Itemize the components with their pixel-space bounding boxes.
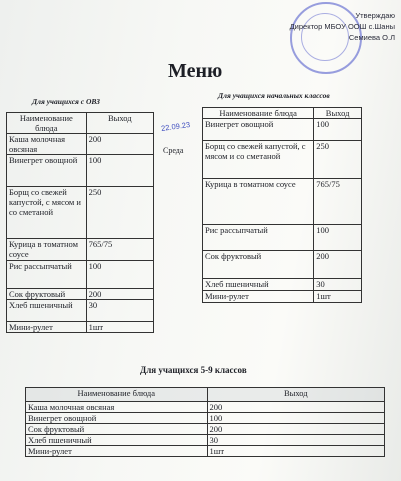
primary-dish: Рис рассыпчатый [203, 225, 314, 251]
approval-block [290, 10, 395, 43]
grades59-dish: Мини-рулет [26, 446, 208, 457]
grades59-caption: Для учащихся 5-9 классов [140, 365, 247, 375]
grades59-portion: 1шт [207, 446, 384, 457]
date-stamp: 22.09.23 [160, 120, 191, 133]
ovz-dish: Мини-рулет [7, 322, 87, 333]
primary-dish: Мини-рулет [203, 291, 314, 303]
primary-header-dish: Наименование блюда [203, 108, 314, 119]
grades59-portion: 200 [207, 402, 384, 413]
grades59-dish: Винегрет овощной [26, 413, 208, 424]
ovz-dish: Хлеб пшеничный [7, 300, 87, 322]
grades59-menu-table [25, 387, 385, 457]
ovz-portion: 200 [86, 134, 153, 155]
ovz-portion: 100 [86, 155, 153, 187]
ovz-caption: Для учащихся с ОВЗ [32, 97, 100, 106]
ovz-portion: 100 [86, 261, 153, 289]
ovz-dish: Рис рассыпчатый [7, 261, 87, 289]
primary-dish: Курица в томатном соусе [203, 179, 314, 225]
ovz-portion: 1шт [86, 322, 153, 333]
primary-menu-table [202, 107, 362, 303]
ovz-dish: Винегрет овощной [7, 155, 87, 187]
grades59-header-dish: Наименование блюда [26, 388, 208, 402]
approval-line-3: Семиева О.Л [348, 33, 395, 42]
ovz-header-portion: Выход [86, 113, 153, 134]
primary-dish: Хлеб пшеничный [203, 279, 314, 291]
primary-portion: 250 [314, 141, 362, 179]
primary-dish: Винегрет овощной [203, 119, 314, 141]
page-title: Меню [168, 60, 223, 82]
primary-portion: 100 [314, 119, 362, 141]
primary-caption: Для учащихся начальных классов [218, 91, 330, 100]
primary-dish: Сок фруктовый [203, 251, 314, 279]
ovz-dish: Каша молочная овсяная [7, 134, 87, 155]
primary-portion: 200 [314, 251, 362, 279]
ovz-portion: 200 [86, 289, 153, 300]
primary-header-portion: Выход [314, 108, 362, 119]
approval-line-2: Директор МБОУ ООШ с.Шаны [289, 22, 395, 31]
ovz-header-dish: Наименование блюда [7, 113, 87, 134]
ovz-portion: 30 [86, 300, 153, 322]
grades59-dish: Сок фруктовый [26, 424, 208, 435]
primary-portion: 100 [314, 225, 362, 251]
ovz-dish: Сок фруктовый [7, 289, 87, 300]
primary-portion: 1шт [314, 291, 362, 303]
grades59-dish: Каша молочная овсяная [26, 402, 208, 413]
grades59-portion: 100 [207, 413, 384, 424]
day-of-week: Среда [163, 146, 184, 155]
grades59-portion: 200 [207, 424, 384, 435]
grades59-portion: 30 [207, 435, 384, 446]
ovz-dish: Курица в томатном соусе [7, 239, 87, 261]
primary-portion: 765/75 [314, 179, 362, 225]
ovz-dish: Борщ со свежей капустой, с мясом и со сметаной [7, 187, 87, 239]
ovz-portion: 250 [86, 187, 153, 239]
approval-line-1: Утверждаю [355, 11, 395, 20]
ovz-portion: 765/75 [86, 239, 153, 261]
grades59-header-portion: Выход [207, 388, 384, 402]
ovz-menu-table [6, 112, 154, 333]
primary-dish: Борщ со свежей капустой, с мясом и со сметаной [203, 141, 314, 179]
primary-portion: 30 [314, 279, 362, 291]
grades59-dish: Хлеб пшеничный [26, 435, 208, 446]
